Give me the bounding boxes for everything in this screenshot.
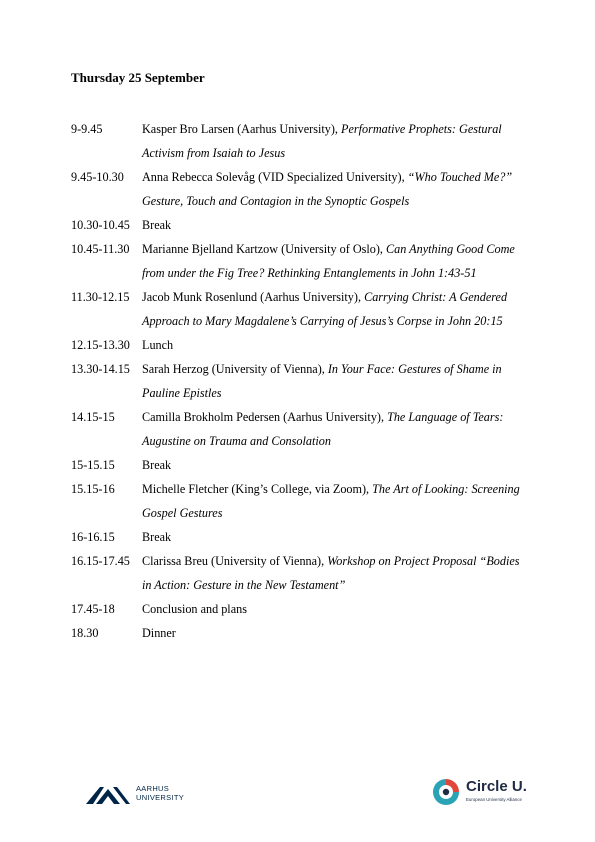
schedule-description xyxy=(142,525,531,549)
schedule-row xyxy=(71,333,531,357)
circle-u-logo xyxy=(431,775,551,811)
schedule-row xyxy=(71,213,531,237)
schedule-time: 15.15-16 xyxy=(71,482,115,496)
schedule-time: 13.30-14.15 xyxy=(71,362,130,376)
speaker-text: Michelle Fletcher (King’s College, via Zoom), xyxy=(142,482,373,496)
speaker-text: Jacob Munk Rosenlund (Aarhus University), xyxy=(142,290,365,304)
schedule-description xyxy=(142,117,531,165)
schedule-time: 14.15-15 xyxy=(71,410,115,424)
schedule-description xyxy=(142,333,531,357)
speaker-text: Marianne Bjelland Kartzow (University of Oslo), xyxy=(142,242,387,256)
circle-u-subtitle: European University Alliance xyxy=(466,797,522,802)
speaker-text: Break xyxy=(142,218,172,232)
speaker-text: Sarah Herzog (University of Vienna), xyxy=(142,362,328,376)
day-heading: Thursday 25 September xyxy=(71,70,205,85)
speaker-text: Anna Rebecca Solevåg (VID Specialized University), xyxy=(142,170,408,184)
schedule-row xyxy=(71,453,531,477)
aarhus-university-seal-icon xyxy=(86,783,130,805)
schedule-time: 16-16.15 xyxy=(71,530,115,544)
circle-u-name: Circle U. xyxy=(466,778,527,795)
schedule-row xyxy=(71,621,531,645)
schedule-time: 12.15-13.30 xyxy=(71,338,130,352)
schedule-row xyxy=(71,405,531,453)
schedule-description xyxy=(142,453,531,477)
schedule-time: 11.30-12.15 xyxy=(71,290,130,304)
schedule-time: 15-15.15 xyxy=(71,458,115,472)
talk-title: Workshop on Project Proposal “Bodies in Action: Gesture in the New Testament” xyxy=(142,554,520,592)
schedule-description xyxy=(142,405,531,453)
schedule-row xyxy=(71,549,531,597)
schedule-time: 10.45-11.30 xyxy=(71,242,130,256)
aarhus-university-wordmark xyxy=(136,784,184,802)
circle-u-emblem-icon xyxy=(431,777,461,807)
aarhus-line1: AARHUS xyxy=(136,784,170,793)
aarhus-line2: UNIVERSITY xyxy=(136,793,185,802)
talk-title: The Art of Looking: Screening Gospel Gestures xyxy=(142,482,520,520)
speaker-text: Clarissa Breu (University of Vienna), xyxy=(142,554,328,568)
speaker-text: Lunch xyxy=(142,338,174,352)
speaker-text: Conclusion and plans xyxy=(142,602,247,616)
talk-title: Can Anything Good Come from under the Fig Tree? Rethinking Entanglements in John 1:43-51 xyxy=(142,242,515,280)
schedule-row xyxy=(71,597,531,621)
schedule-description xyxy=(142,357,531,405)
schedule-row xyxy=(71,117,531,165)
schedule-row xyxy=(71,285,531,333)
talk-title: Performative Prophets: Gestural Activism from Isaiah to Jesus xyxy=(142,122,502,160)
talk-title: Carrying Christ: A Gendered Approach to Mary Magdalene’s Carrying of Jesus’s Corpse in John 20:15 xyxy=(142,290,508,328)
schedule-description xyxy=(142,213,531,237)
schedule-time: 16.15-17.45 xyxy=(71,554,130,568)
schedule-description xyxy=(142,621,531,645)
schedule-time: 9.45-10.30 xyxy=(71,170,124,184)
schedule-description xyxy=(142,237,531,285)
schedule-description xyxy=(142,477,531,525)
schedule-row xyxy=(71,525,531,549)
speaker-text: Break xyxy=(142,458,172,472)
schedule-description xyxy=(142,285,531,333)
speaker-text: Camilla Brokholm Pedersen (Aarhus University), xyxy=(142,410,388,424)
schedule-list xyxy=(71,117,531,645)
schedule-description xyxy=(142,165,531,213)
schedule-time: 9-9.45 xyxy=(71,122,103,136)
speaker-text: Break xyxy=(142,530,172,544)
schedule-row xyxy=(71,237,531,285)
schedule-description xyxy=(142,549,531,597)
aarhus-university-logo xyxy=(86,780,196,808)
schedule-description xyxy=(142,597,531,621)
schedule-time: 18.30 xyxy=(71,626,99,640)
schedule-row xyxy=(71,357,531,405)
speaker-text: Dinner xyxy=(142,626,176,640)
schedule-row xyxy=(71,165,531,213)
talk-title: The Language of Tears: Augustine on Trauma and Consolation xyxy=(142,410,504,448)
schedule-row xyxy=(71,477,531,525)
schedule-time: 17.45-18 xyxy=(71,602,115,616)
speaker-text: Kasper Bro Larsen (Aarhus University), xyxy=(142,122,342,136)
talk-title: In Your Face: Gestures of Shame in Pauline Epistles xyxy=(142,362,502,400)
talk-title: “Who Touched Me?” Gesture, Touch and Contagion in the Synoptic Gospels xyxy=(142,170,513,208)
schedule-time: 10.30-10.45 xyxy=(71,218,130,232)
